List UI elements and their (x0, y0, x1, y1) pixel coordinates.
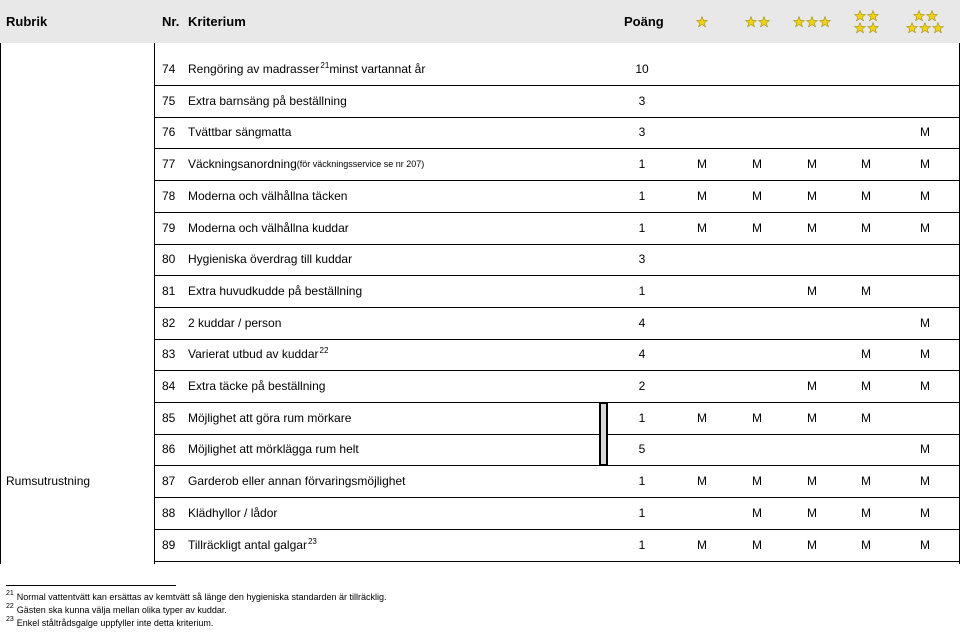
criterion-text-part: Moderna och välhållna täcken (188, 189, 348, 203)
mandatory-mark: M (920, 157, 930, 171)
table-row (0, 85, 960, 117)
criterion-text-part: 2 kuddar / person (188, 316, 282, 330)
star-icon (867, 22, 879, 34)
mandatory-mark: M (752, 506, 762, 520)
mandatory-mark: M (920, 316, 930, 330)
row-divider (154, 561, 960, 562)
mandatory-mark: M (697, 157, 707, 171)
table-row (0, 243, 960, 275)
footnote-text: Normal vattentvätt kan ersättas av kemtvätt så länge den hygieniska standarden är tillräcklig. (16, 592, 387, 602)
header-kriterium: Kriterium (188, 14, 246, 29)
criterion-number: 86 (162, 442, 176, 456)
mandatory-mark: M (861, 538, 871, 552)
mandatory-mark: M (752, 221, 762, 235)
star-icon (745, 16, 757, 28)
points-value: 10 (635, 62, 649, 76)
points-value: 1 (638, 411, 646, 425)
star-icon (926, 10, 938, 22)
criterion-text (188, 275, 598, 307)
criterion-text (188, 116, 598, 148)
footnote-number: 23 (6, 616, 14, 623)
criterion-text-part: Garderob eller annan förvaringsmöjlighet (188, 474, 406, 488)
star-level-2-header (732, 0, 782, 43)
mandatory-mark: M (752, 474, 762, 488)
mandatory-mark: M (920, 506, 930, 520)
criterion-text (188, 243, 598, 275)
rubrik-label: Rumsutrustning (6, 474, 91, 488)
table-row (0, 148, 960, 180)
footnote (6, 605, 227, 615)
table-row (0, 529, 960, 561)
criterion-number: 84 (162, 379, 176, 393)
criterion-text (188, 212, 598, 244)
table-row (0, 307, 960, 339)
mandatory-mark: M (807, 189, 817, 203)
star-icon (854, 22, 866, 34)
criterion-number: 81 (162, 284, 176, 298)
criterion-number: 88 (162, 506, 176, 520)
criterion-number: 83 (162, 347, 176, 361)
mandatory-mark: M (807, 538, 817, 552)
star-icon (806, 16, 818, 28)
criterion-text-part: Klädhyllor / lådor (188, 506, 278, 520)
mandatory-mark: M (807, 221, 817, 235)
points-value: 3 (638, 125, 646, 139)
mandatory-mark: M (920, 538, 930, 552)
star-level-1-header (677, 0, 727, 43)
star-icon (867, 10, 879, 22)
table-row (0, 465, 960, 497)
criterion-number: 78 (162, 189, 176, 203)
table-row (0, 180, 960, 212)
criterion-text (188, 53, 598, 85)
points-value: 3 (638, 94, 646, 108)
footnote-reference: 23 (307, 537, 317, 546)
criterion-text (188, 497, 598, 529)
mandatory-mark: M (920, 189, 930, 203)
mandatory-mark: M (807, 157, 817, 171)
mandatory-mark: M (807, 379, 817, 393)
star-icon (932, 22, 944, 34)
mandatory-mark: M (861, 157, 871, 171)
table-row (0, 116, 960, 148)
criterion-text (188, 465, 598, 497)
mandatory-mark: M (807, 506, 817, 520)
criterion-text (188, 338, 598, 370)
criterion-text-part: (för väckningsservice se nr 207) (296, 159, 425, 169)
footnote-separator (6, 585, 176, 586)
points-value: 2 (638, 379, 646, 393)
points-value: 1 (638, 221, 646, 235)
mandatory-mark: M (861, 379, 871, 393)
mandatory-mark: M (752, 538, 762, 552)
criterion-number: 75 (162, 94, 176, 108)
mandatory-mark: M (861, 189, 871, 203)
table-row (0, 53, 960, 85)
mandatory-mark: M (807, 284, 817, 298)
mandatory-mark: M (697, 474, 707, 488)
points-value: 1 (638, 284, 646, 298)
mandatory-mark: M (861, 347, 871, 361)
criterion-number: 77 (162, 157, 176, 171)
table-row (0, 275, 960, 307)
footnote-reference: 21 (320, 61, 330, 70)
mandatory-mark: M (861, 221, 871, 235)
criterion-text-part: Extra huvudkudde på beställning (188, 284, 363, 298)
mandatory-mark: M (920, 347, 930, 361)
highlight-box (599, 402, 608, 466)
points-value: 1 (638, 506, 646, 520)
points-value: 1 (638, 189, 646, 203)
criterion-number: 80 (162, 252, 176, 266)
criterion-number: 79 (162, 221, 176, 235)
star-icon (793, 16, 805, 28)
criterion-text (188, 529, 598, 561)
footnote-text: Gästen ska kunna välja mellan olika typer av kuddar. (16, 605, 227, 615)
criterion-text-part: Moderna och välhållna kuddar (188, 221, 349, 235)
star-icon (854, 10, 866, 22)
criterion-text-part: Extra barnsäng på beställning (188, 94, 347, 108)
mandatory-mark: M (920, 442, 930, 456)
points-value: 5 (638, 442, 646, 456)
criterion-text-part: Varierat utbud av kuddar (188, 347, 319, 361)
header-nr: Nr. (162, 14, 180, 29)
mandatory-mark: M (752, 157, 762, 171)
criterion-number: 89 (162, 538, 176, 552)
criterion-number: 87 (162, 474, 176, 488)
star-icon (696, 16, 708, 28)
mandatory-mark: M (697, 221, 707, 235)
criterion-text (188, 148, 598, 180)
mandatory-mark: M (861, 284, 871, 298)
star-icon (919, 22, 931, 34)
star-level-4-header (841, 0, 891, 43)
criterion-text (188, 307, 598, 339)
header-rubrik: Rubrik (6, 14, 48, 29)
criterion-text (188, 180, 598, 212)
mandatory-mark: M (920, 125, 930, 139)
star-icon (758, 16, 770, 28)
table-row (0, 433, 960, 465)
mandatory-mark: M (697, 189, 707, 203)
criterion-text-part: Tillräckligt antal galgar (188, 538, 307, 552)
mandatory-mark: M (861, 474, 871, 488)
table-row (0, 402, 960, 434)
points-value: 1 (638, 474, 646, 488)
star-level-5-header (900, 0, 950, 43)
criterion-text (188, 370, 598, 402)
criterion-number: 74 (162, 62, 176, 76)
table-row (0, 370, 960, 402)
star-icon (819, 16, 831, 28)
mandatory-mark: M (752, 411, 762, 425)
points-value: 1 (638, 538, 646, 552)
points-value: 3 (638, 252, 646, 266)
mandatory-mark: M (807, 474, 817, 488)
footnote (6, 618, 213, 628)
criterion-text-part: Extra täcke på beställning (188, 379, 326, 393)
criterion-text-part: Väckningsanordning (188, 157, 297, 171)
mandatory-mark: M (752, 189, 762, 203)
star-icon (913, 10, 925, 22)
criterion-text-part: Hygieniska överdrag till kuddar (188, 252, 353, 266)
footnote-text: Enkel ståltrådsgalge uppfyller inte detta kriterium. (16, 618, 214, 628)
criterion-text-part: Möjlighet att göra rum mörkare (188, 411, 352, 425)
criterion-text (188, 402, 598, 434)
criterion-text-part: Möjlighet att mörklägga rum helt (188, 442, 359, 456)
points-value: 1 (638, 157, 646, 171)
mandatory-mark: M (807, 411, 817, 425)
points-value: 4 (638, 316, 646, 330)
footnote-number: 22 (6, 603, 14, 610)
mandatory-mark: M (920, 379, 930, 393)
footnote-number: 21 (6, 590, 14, 597)
star-level-3-header (787, 0, 837, 43)
footnote-reference: 22 (319, 346, 329, 355)
mandatory-mark: M (920, 221, 930, 235)
table-row (0, 212, 960, 244)
star-icon (906, 22, 918, 34)
criterion-number: 85 (162, 411, 176, 425)
table-row (0, 497, 960, 529)
mandatory-mark: M (697, 411, 707, 425)
mandatory-mark: M (861, 506, 871, 520)
mandatory-mark: M (697, 538, 707, 552)
table-row (0, 338, 960, 370)
header-poang: Poäng (624, 14, 664, 29)
criterion-number: 76 (162, 125, 176, 139)
table-header (0, 0, 960, 43)
criterion-text (188, 85, 598, 117)
criterion-number: 82 (162, 316, 176, 330)
criterion-text-part: Rengöring av madrasser (188, 62, 320, 76)
criterion-text-part: minst vartannat år (329, 62, 426, 76)
criterion-text (188, 433, 598, 465)
footnote (6, 592, 386, 602)
mandatory-mark: M (920, 474, 930, 488)
points-value: 4 (638, 347, 646, 361)
mandatory-mark: M (861, 411, 871, 425)
criterion-text-part: Tvättbar sängmatta (188, 125, 292, 139)
